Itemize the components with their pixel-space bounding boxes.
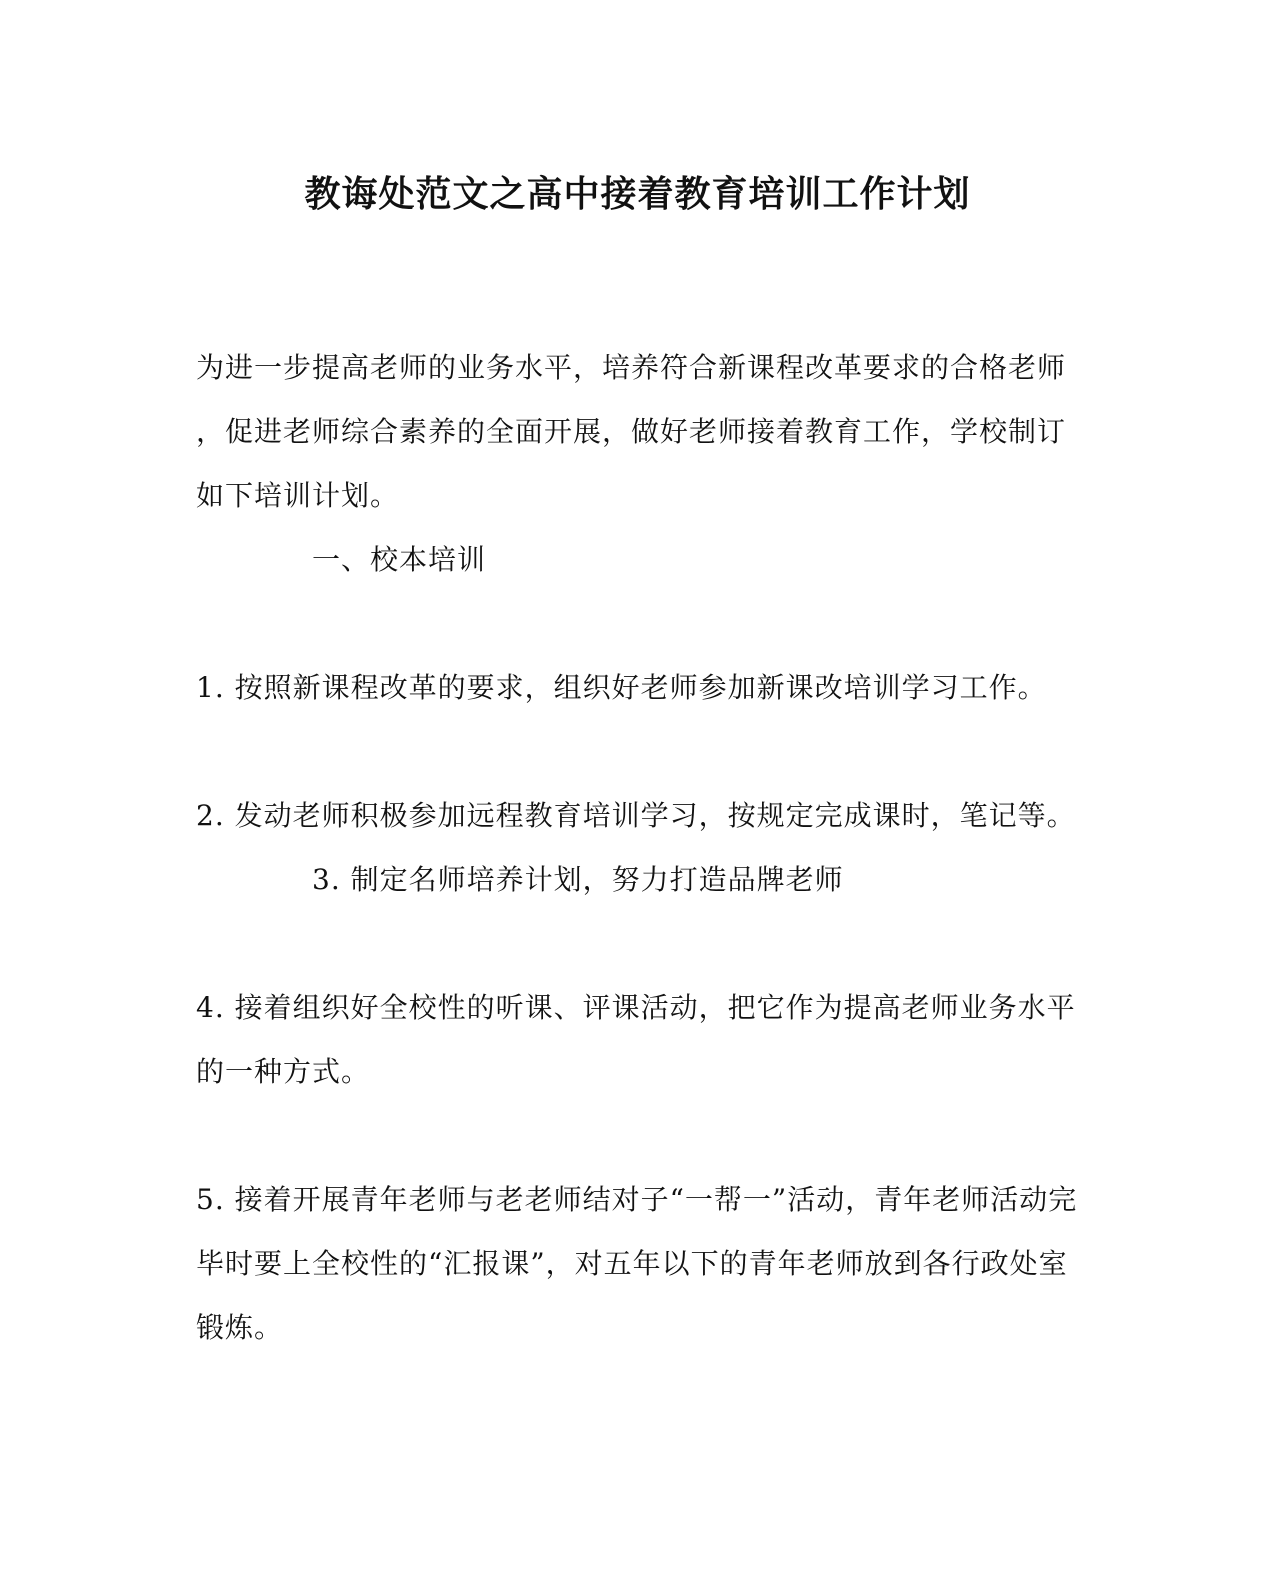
item-5-line-2: 毕时要上全校性的“汇报课”，对五年以下的青年老师放到各行政处室: [196, 1247, 1068, 1280]
item-1: 1. 按照新课程改革的要求，组织好老师参加新课改培训学习工作。: [196, 671, 1047, 704]
item-2: 2. 发动老师积极参加远程教育培训学习，按规定完成课时，笔记等。: [196, 799, 1076, 832]
item-3: 3. 制定名师培养计划，努力打造品牌老师: [312, 863, 844, 896]
intro-line-2: ，促进老师综合素养的全面开展，做好老师接着教育工作，学校制订: [196, 415, 1067, 448]
section-heading: 一、校本培训: [312, 543, 487, 576]
intro-line-1: 为进一步提高老师的业务水平，培养符合新课程改革要求的合格老师: [196, 351, 1067, 384]
item-4-line-1: 4. 接着组织好全校性的听课、评课活动，把它作为提高老师业务水平: [196, 991, 1076, 1024]
item-5-line-3: 锻炼。: [196, 1311, 284, 1344]
item-5-line-1: 5. 接着开展青年老师与老老师结对子“一帮一”活动，青年老师活动完: [196, 1183, 1078, 1216]
document-title: 教诲处范文之高中接着教育培训工作计划: [304, 174, 971, 215]
intro-line-3: 如下培训计划。: [196, 479, 400, 512]
item-4-line-2: 的一种方式。: [196, 1055, 371, 1088]
